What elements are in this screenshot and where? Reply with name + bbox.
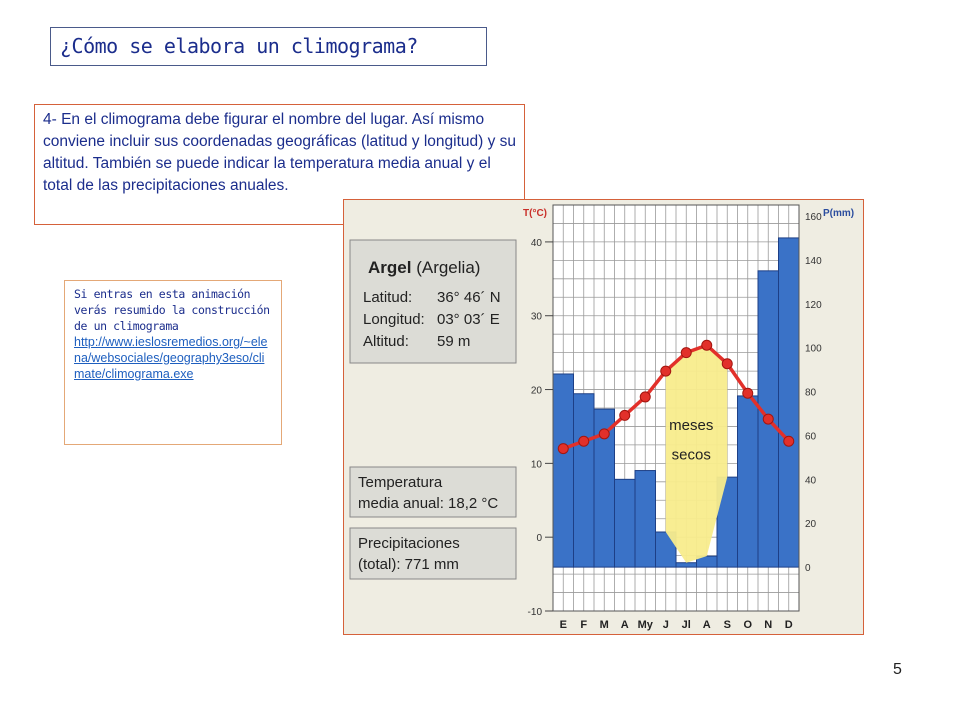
- station-field-label: Altitud:: [363, 333, 409, 350]
- x-tick-label: J: [662, 619, 669, 631]
- station-field-label: Latitud:: [363, 289, 413, 306]
- precipitation-bar: [779, 238, 800, 567]
- animation-link[interactable]: http://www.ieslosremedios.org/~elena/websociales/geography3eso/climate/climograma.exe: [74, 335, 268, 381]
- station-name: Argel (Argelia): [368, 258, 481, 277]
- title-box: [50, 27, 487, 66]
- temperature-point: [784, 436, 794, 446]
- y-right-tick-label: 0: [805, 563, 811, 575]
- y-left-tick-label: 40: [530, 237, 542, 249]
- precipitation-bar: [738, 396, 759, 567]
- climograph-chart: [344, 200, 863, 634]
- temperature-point: [558, 444, 568, 454]
- precipitation-bar: [676, 563, 697, 567]
- precipitation-bar: [635, 471, 656, 568]
- x-tick-label: S: [723, 619, 731, 631]
- temperature-point: [702, 340, 712, 350]
- precipitation-summary-text: Precipitaciones: [358, 535, 460, 552]
- temperature-point: [640, 392, 650, 402]
- y-right-axis-label: P(mm): [823, 208, 855, 219]
- x-tick-label: F: [580, 619, 588, 631]
- y-right-tick-label: 120: [805, 299, 822, 311]
- y-left-tick-label: 30: [530, 311, 542, 323]
- temperature-point: [743, 388, 753, 398]
- x-tick-label: A: [702, 619, 711, 631]
- y-left-tick-label: 0: [536, 533, 542, 545]
- station-field-value: 59 m: [437, 333, 471, 350]
- y-right-tick-label: 160: [805, 211, 822, 223]
- page-number: 5: [893, 661, 902, 678]
- x-tick-label: A: [620, 619, 629, 631]
- temperature-point: [661, 366, 671, 376]
- climograph-frame: [343, 199, 864, 635]
- temperature-point: [722, 359, 732, 369]
- note-text: Si entras en esta animación verás resumido la construcción de un climograma: [74, 287, 270, 333]
- note-box: [64, 280, 282, 445]
- y-right-tick-label: 20: [805, 519, 817, 531]
- x-tick-label: D: [784, 619, 793, 631]
- x-tick-label: M: [599, 619, 609, 631]
- y-left-tick-label: 10: [530, 459, 542, 471]
- x-tick-label: Jl: [681, 619, 691, 631]
- y-left-axis-label: T(°C): [523, 208, 547, 219]
- x-tick-label: My: [637, 619, 653, 631]
- y-right-tick-label: 140: [805, 255, 822, 267]
- y-right-tick-label: 60: [805, 431, 817, 443]
- precipitation-bar: [574, 394, 595, 567]
- x-tick-label: E: [559, 619, 567, 631]
- precipitation-summary-text: (total): 771 mm: [358, 556, 459, 573]
- precipitation-bar: [615, 479, 636, 567]
- y-left-tick-label: 20: [530, 385, 542, 397]
- temperature-point: [579, 436, 589, 446]
- precipitation-bar: [553, 374, 574, 567]
- temperature-summary-text: Temperatura: [358, 474, 443, 491]
- x-tick-label: N: [764, 619, 773, 631]
- slide-title: ¿Cómo se elabora un climograma?: [60, 34, 418, 58]
- y-left-tick-label: -10: [527, 607, 542, 618]
- step-text: 4- En el climograma debe figurar el nombre del lugar. Así mismo conviene incluir sus coordenadas geográficas (latitud y longitud) y su altitud. También se puede indicar la temperatura media anual y el total de las precipitaciones anuales.: [43, 111, 517, 194]
- y-right-tick-label: 100: [805, 343, 822, 355]
- dry-season-label: meses: [669, 417, 714, 435]
- temperature-summary-text: media anual: 18,2 °C: [358, 495, 499, 512]
- x-tick-label: O: [743, 619, 753, 631]
- dry-season-label: secos: [671, 446, 711, 464]
- station-field-value: 36° 46´ N: [437, 289, 501, 306]
- y-right-tick-label: 40: [805, 475, 817, 487]
- temperature-point: [620, 410, 630, 420]
- temperature-point: [763, 414, 773, 424]
- station-field-value: 03° 03´ E: [437, 311, 500, 328]
- temperature-point: [681, 348, 691, 358]
- y-right-tick-label: 80: [805, 387, 817, 399]
- station-field-label: Longitud:: [363, 311, 425, 328]
- temperature-point: [599, 429, 609, 439]
